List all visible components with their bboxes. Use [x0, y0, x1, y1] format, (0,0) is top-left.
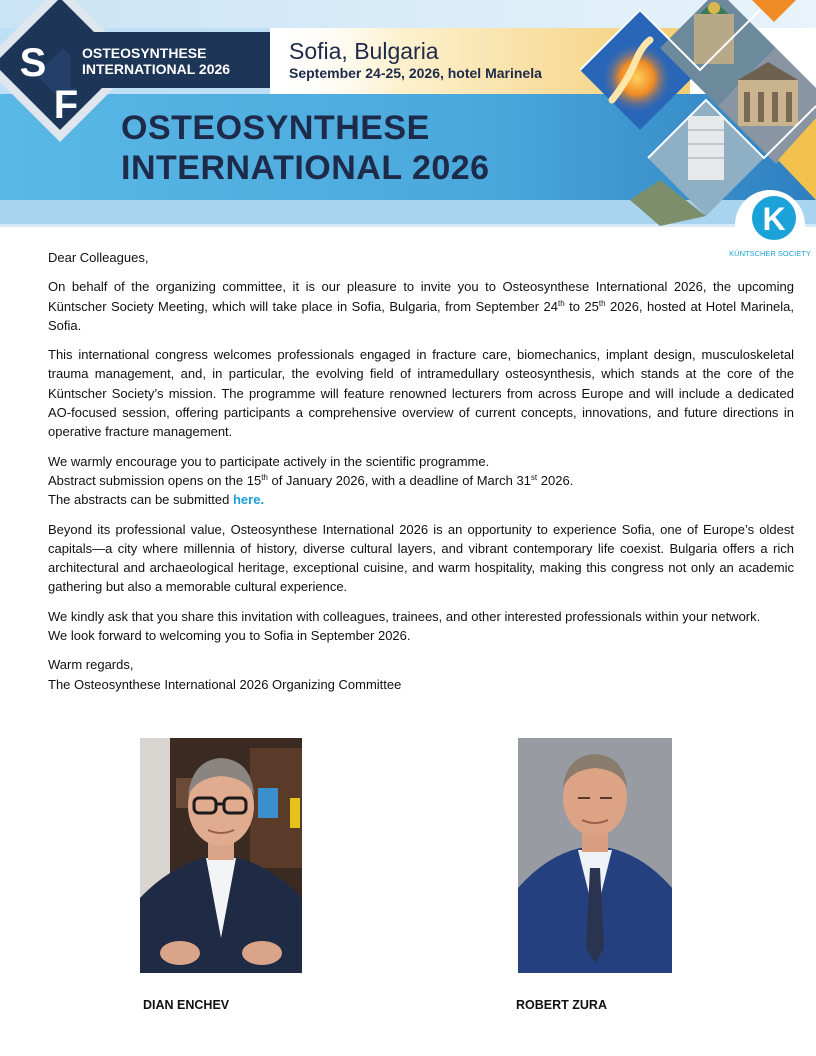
header-banner [0, 0, 816, 262]
greeting: Dear Colleagues, [48, 250, 149, 265]
portrait-robert-zura [518, 738, 672, 973]
abstracts-sup-1: th [261, 472, 268, 482]
abstracts-sup-2: st [530, 472, 538, 482]
portrait-dian-enchev [140, 738, 302, 973]
share-line-2: We look forward to welcoming you to Sofia in September 2026. [48, 628, 411, 644]
society-logo-letter: K [762, 201, 786, 237]
abstracts-line-2a: Abstract submission opens on the 15 [48, 472, 262, 488]
event-dates-venue: September 24-25, 2026, hotel Marinela [289, 65, 542, 81]
abstracts-line-1: We warmly encourage you to participate actively in the scientific programme. [48, 453, 490, 469]
closing-block [48, 655, 794, 694]
logo-line-1: OSTEOSYNTHESE [82, 45, 207, 61]
paragraph-abstracts [48, 452, 794, 510]
invitation-letter [48, 248, 794, 704]
signatory-name-2: ROBERT ZURA [516, 998, 607, 1012]
paragraph-sofia: Beyond its professional value, Osteosynthese International 2026 is an opportunity to experience Sofia, one of Europe’s oldest capitals—a city where millennia of history, diverse cultural layers, and vibrant contemporary life coexist. Bulgaria offers a rich architectural and archaeological heritage, exceptional cuisine, and warm hospitality, making this congress not only an academic gathering but also a memorable cultural experience. [48, 521, 794, 595]
logo-line-2: INTERNATIONAL 2026 [82, 61, 231, 77]
paragraph-congress: This international congress welcomes professionals engaged in fracture care, biomechanics, implant design, musculoskeletal trauma management, and, in particular, the evolving field of intramedullary osteosynthesis, which stands at the core of the Küntscher Society’s mission. The programme will feature renowned lecturers from across Europe and will include a dedicated AO-focused session, offering participants a comprehensive overview of current concepts, innovations, and future directions in operative fracture management. [48, 347, 794, 440]
paragraph-share [48, 607, 794, 646]
event-location: Sofia, Bulgaria [289, 38, 439, 64]
share-line-1: We kindly ask that you share this invitation with colleagues, trainees, and other interested professionals within your network. [48, 608, 761, 624]
intro-text-b: to 25 [564, 298, 599, 314]
logo-wordmark [82, 42, 262, 85]
society-logo-text: KÜNTSCHER SOCIETY [729, 249, 811, 258]
abstracts-line-2b: of January 2026, with a deadline of March 31 [267, 472, 531, 488]
event-title [121, 108, 490, 188]
paragraph-intro [48, 277, 794, 335]
intro-sup-2: th [598, 298, 606, 308]
abstracts-line-2c: 2026. [537, 472, 574, 488]
intro-sup-1: th [558, 298, 565, 308]
intro-text-a: On behalf of the organizing committee, it is our pleasure to invite you to Osteosynthese International 2026, the upcoming Küntscher Society Meeting, which will take place in Sofia, Bulgaria, from September 24 [48, 279, 794, 314]
abstracts-line-3: The abstracts can be submitted [48, 492, 233, 508]
logo-letter-s: S [19, 41, 47, 85]
event-title-line-1: OSTEOSYNTHESE [121, 109, 430, 147]
signatory-name-1: DIAN ENCHEV [143, 998, 230, 1012]
event-title-line-2: INTERNATIONAL 2026 [121, 149, 490, 187]
intro-text-c: 2026, hosted at Hotel Marinela, Sofia. [48, 298, 795, 333]
closing: Warm regards, [48, 657, 134, 673]
logo-letter-f: F [53, 83, 79, 127]
abstract-submission-link[interactable]: here. [232, 492, 265, 508]
signature: The Osteosynthese International 2026 Organizing Committee [48, 676, 402, 692]
